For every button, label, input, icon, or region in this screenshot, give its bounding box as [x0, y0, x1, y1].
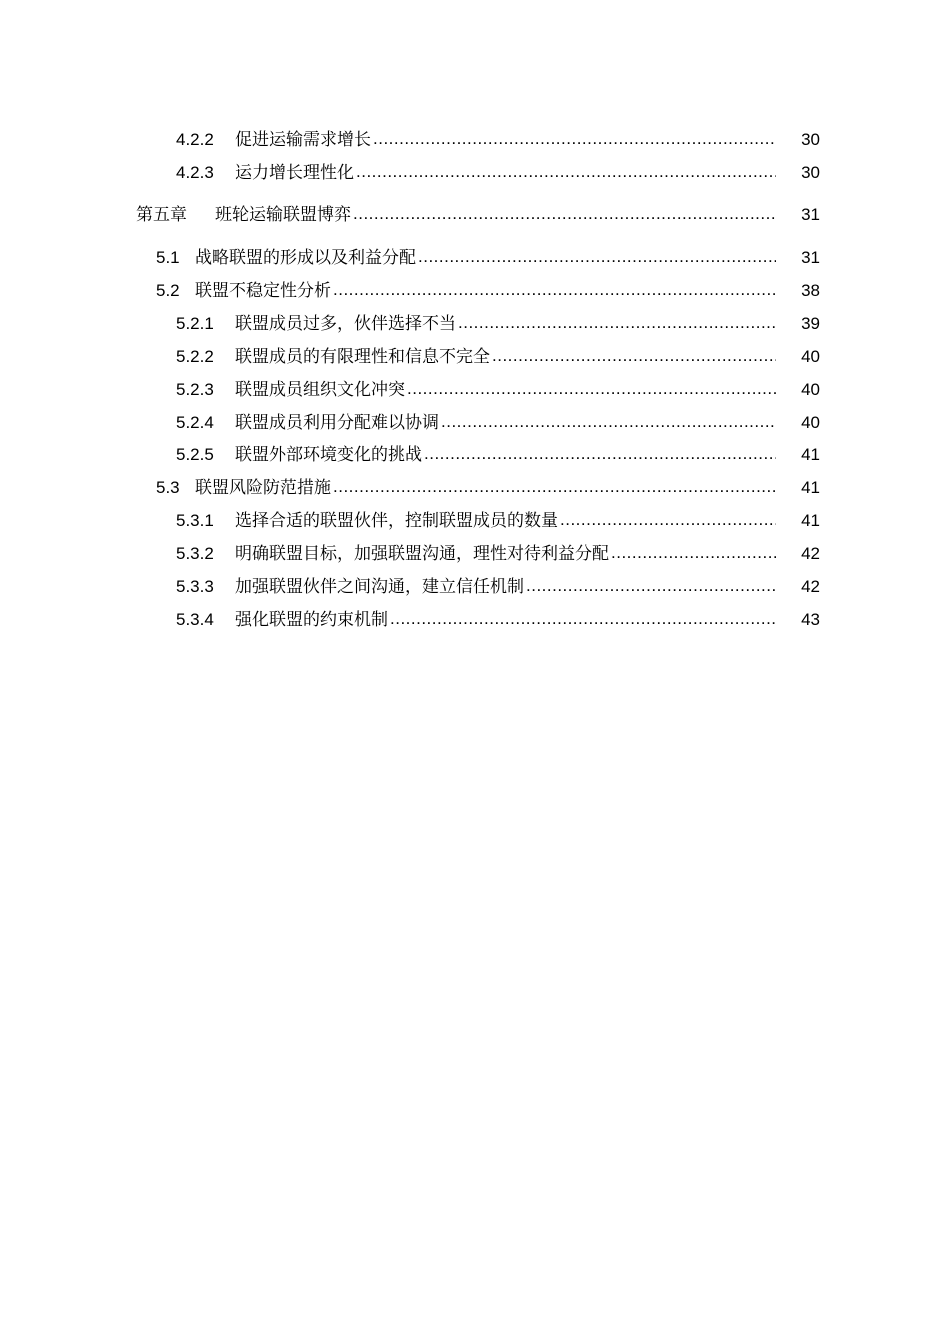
toc-entry-number: 5.3.3 [176, 577, 214, 596]
toc-entry[interactable] [176, 574, 820, 600]
toc-entry-page: 30 [801, 163, 820, 182]
dot-leader [611, 540, 776, 566]
toc-entry-number: 5.3 [156, 478, 180, 497]
dot-leader [333, 474, 776, 500]
toc-entry-page: 40 [801, 380, 820, 399]
toc-entry[interactable] [176, 344, 820, 370]
toc-entry-number: 第五章 [136, 205, 187, 225]
toc-entry-number: 4.2.3 [176, 163, 214, 182]
toc-entry-page: 40 [801, 413, 820, 432]
toc-entry-page: 42 [801, 577, 820, 596]
toc-entry-title: 联盟成员组织文化冲突 [235, 380, 405, 399]
dot-leader [424, 441, 776, 467]
toc-entry-number: 5.3.4 [176, 610, 214, 629]
toc-entry[interactable] [176, 607, 820, 633]
toc-entry-number: 5.2.3 [176, 380, 214, 399]
dot-leader [560, 507, 776, 533]
toc-entry-title: 强化联盟的约束机制 [235, 610, 388, 629]
toc-entry[interactable] [176, 410, 820, 436]
toc-entry[interactable] [156, 245, 820, 271]
toc-entry-number: 5.2.4 [176, 413, 214, 432]
toc-entry-title: 班轮运输联盟博弈 [215, 205, 351, 225]
toc-entry[interactable] [176, 541, 820, 567]
toc-entry-title: 联盟外部环境变化的挑战 [235, 445, 422, 464]
toc-entry[interactable] [176, 508, 820, 534]
toc-entry-page: 38 [801, 281, 820, 300]
toc-entry-title: 联盟风险防范措施 [195, 478, 331, 497]
dot-leader [373, 126, 776, 152]
toc-entry-number: 5.2 [156, 281, 180, 300]
toc-entry-title: 战略联盟的形成以及利益分配 [195, 248, 416, 267]
toc-entry[interactable] [156, 475, 820, 501]
toc-entry-title: 促进运输需求增长 [235, 130, 371, 149]
dot-leader [458, 310, 776, 336]
toc-entry-title: 联盟成员利用分配难以协调 [235, 413, 439, 432]
toc-entry-title: 选择合适的联盟伙伴，控制联盟成员的数量 [235, 511, 558, 530]
dot-leader [492, 343, 776, 369]
dot-leader [333, 277, 776, 303]
toc-entry-title: 加强联盟伙伴之间沟通，建立信任机制 [235, 577, 524, 596]
dot-leader [390, 606, 776, 632]
dot-leader [526, 573, 776, 599]
toc-entry[interactable] [176, 377, 820, 403]
toc-entry-page: 40 [801, 347, 820, 366]
toc-entry-number: 5.1 [156, 248, 180, 267]
toc-entry-page: 41 [801, 511, 820, 530]
toc-entry[interactable] [176, 442, 820, 468]
toc-entry-number: 5.2.2 [176, 347, 214, 366]
toc-entry-page: 31 [801, 205, 820, 224]
toc-entry-title: 运力增长理性化 [235, 163, 354, 182]
toc-entry-title: 联盟成员过多，伙伴选择不当 [235, 314, 456, 333]
toc-entry[interactable] [176, 311, 820, 337]
toc-entry-number: 5.3.1 [176, 511, 214, 530]
toc-entry[interactable] [176, 160, 820, 186]
dot-leader [418, 244, 776, 270]
toc-entry-page: 30 [801, 130, 820, 149]
toc-entry-number: 5.3.2 [176, 544, 214, 563]
toc-entry-title: 明确联盟目标，加强联盟沟通，理性对待利益分配 [235, 544, 609, 563]
toc-entry-page: 41 [801, 478, 820, 497]
dot-leader [441, 409, 776, 435]
toc-entry-page: 42 [801, 544, 820, 563]
toc-entry-number: 5.2.5 [176, 445, 214, 464]
toc-entry-number: 5.2.1 [176, 314, 214, 333]
dot-leader [407, 376, 776, 402]
dot-leader [356, 159, 776, 185]
toc-entry-title: 联盟成员的有限理性和信息不完全 [235, 347, 490, 366]
toc-chapter-entry[interactable] [136, 202, 820, 228]
dot-leader [353, 201, 776, 227]
toc-entry[interactable] [176, 127, 820, 153]
toc-entry-title: 联盟不稳定性分析 [195, 281, 331, 300]
toc-entry-page: 31 [801, 248, 820, 267]
toc-entry[interactable] [156, 278, 820, 304]
toc-entry-page: 41 [801, 445, 820, 464]
toc-entry-page: 39 [801, 314, 820, 333]
toc-entry-page: 43 [801, 610, 820, 629]
toc-entry-number: 4.2.2 [176, 130, 214, 149]
